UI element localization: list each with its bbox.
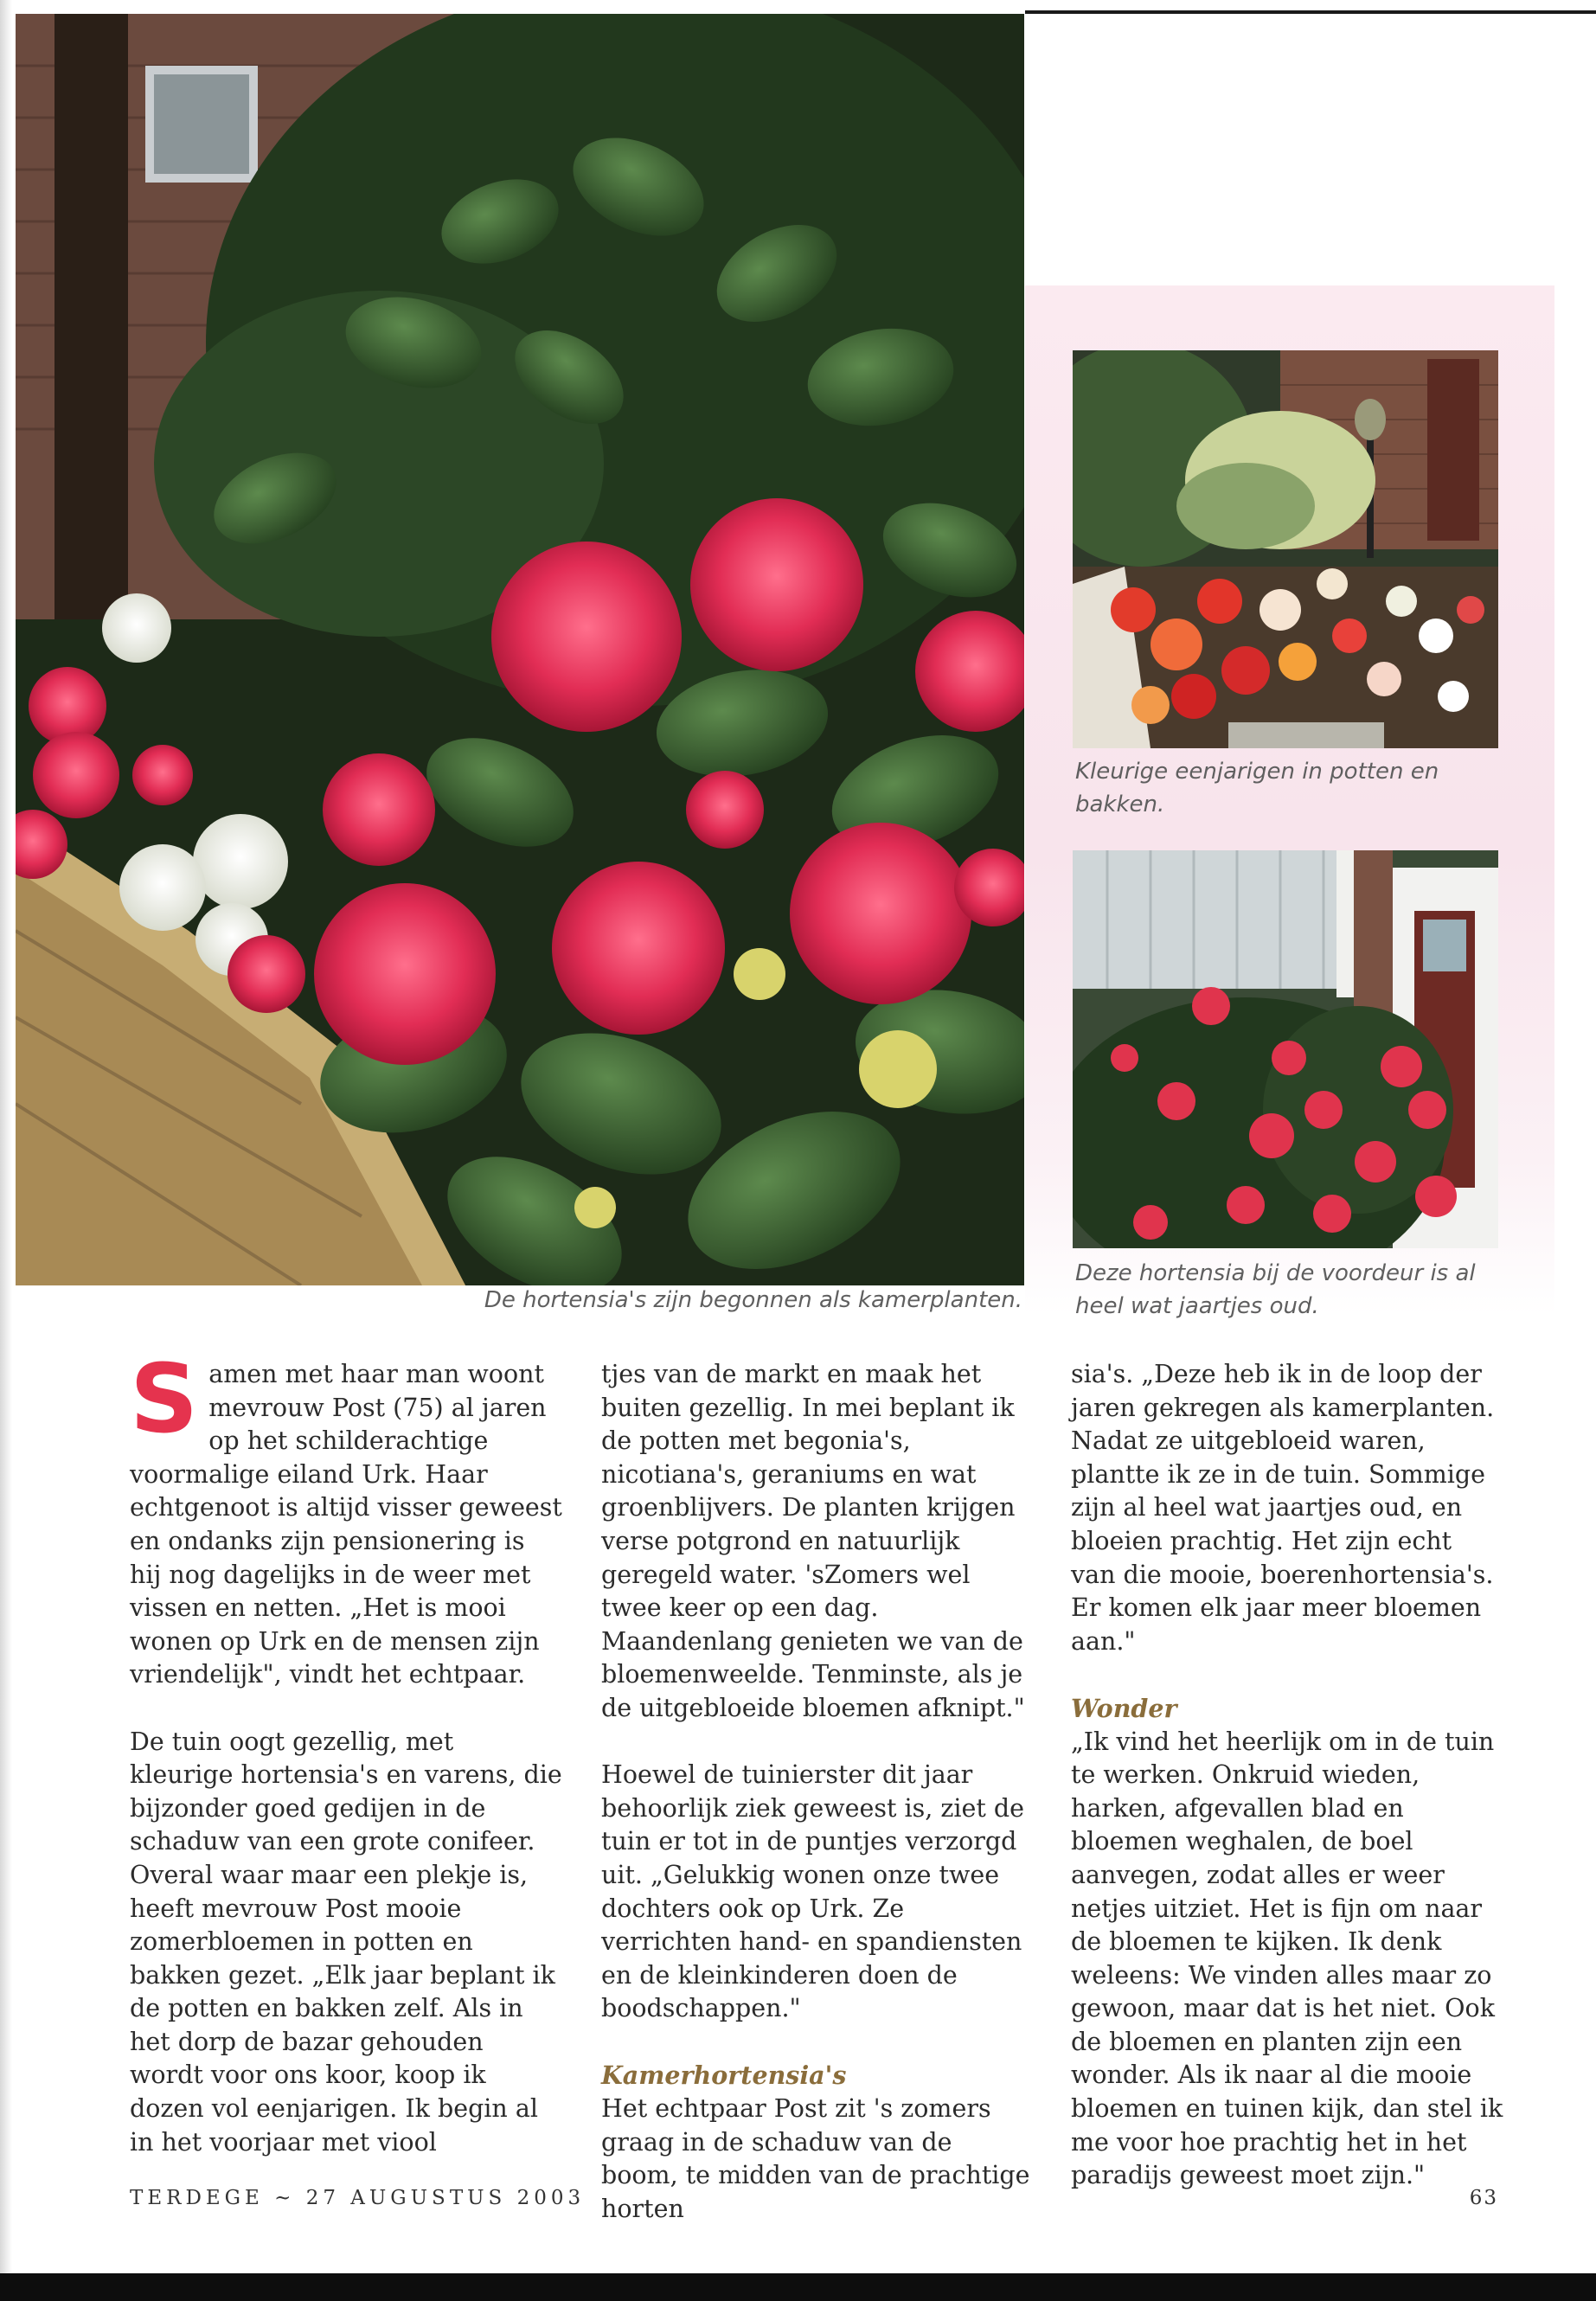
front-door-hydrangea-photo bbox=[1073, 850, 1498, 1248]
article-paragraph-2-col1: De tuin oogt gezellig, met kleurige hortensia's en varens, die bijzonder goed gedijen in de schaduw van een grote conifeer. Overal waar maar een plekje is, heeft mevrouw Post mooie zomerbloemen in potten en bakken gezet. „Elk jaar beplant ik de potten en bakken zelf. Als in het dorp de bazar gehouden wordt voor ons koor, koop ik dozen vol eenjarigen. Ik begin al in het voorjaar met viool bbox=[130, 1727, 562, 2157]
page-number: 63 bbox=[1469, 2187, 1498, 2209]
article-paragraph-1 bbox=[130, 1343, 562, 1692]
hero-caption: De hortensia's zijn begonnen als kamerplanten. bbox=[484, 1287, 1022, 1313]
article-column-1 bbox=[130, 1343, 562, 2159]
article-column-2 bbox=[601, 1358, 1034, 2226]
front-door-caption: Deze hortensia bij de voordeur is al heel wat jaartjes oud. bbox=[1075, 1260, 1476, 1319]
publication-footer: TERDEGE ~ 27 AUGUSTUS 2003 bbox=[130, 2187, 586, 2209]
drop-cap: S bbox=[130, 1343, 199, 1454]
bottom-scan-edge bbox=[0, 2273, 1596, 2301]
article-paragraph-2-col2: tjes van de markt en maak het buiten gezellig. In mei beplant ik de potten met begonia's, nicotiana's, geraniums en wat groenblijvers. De planten krijgen verse potgrond en natuurlijk geregeld water. 'sZomers wel twee keer op een dag. Maandenlang genieten we van de bloemenweelde. Tenminste, als je de uitgebloeide bloemen afknipt." bbox=[601, 1360, 1025, 1722]
article-paragraph-3: Hoewel de tuinierster dit jaar behoorlijk ziek geweest is, ziet de tuin er tot in de puntjes verzorgd uit. „Gelukkig wonen onze twee dochters ook op Urk. Ze verrichten hand- en spandiensten en de kleinkinderen doen de boodschappen." bbox=[601, 1760, 1024, 2023]
top-rule bbox=[1025, 10, 1596, 14]
article-paragraph-1-text: amen met haar man woont mevrouw Post (75) al jaren op het schilderachtige voormalige eiland Urk. Haar echtgenoot is altijd visser geweest en ondanks zijn pensionering is hij nog dagelijks in de weer met vissen en netten. „Het is mooi wonen op Urk en de mensen zijn vriendelijk", vindt het echtpaar. bbox=[130, 1360, 562, 1689]
pots-caption: Kleurige eenjarigen in potten en bakken. bbox=[1075, 759, 1439, 817]
article-column-3 bbox=[1071, 1358, 1503, 2193]
article-paragraph-5: „Ik vind het heerlijk om in de tuin te werken. Onkruid wieden, harken, afgevallen blad en bloemen weghalen, de boel aanvegen, zodat alles er weer netjes uitziet. Het is fijn om naar de bloemen te kijken. Ik denk weleens: We vinden alles maar zo gewoon, maar dat is het niet. Ook de bloemen en planten zijn een wonder. Als ik naar al die mooie bloemen en tuinen kijk, dan stel ik me voor hoe prachtig het in het paradijs geweest moet zijn." bbox=[1071, 1727, 1503, 2190]
subhead-wonder: Wonder bbox=[1071, 1693, 1177, 1723]
article-paragraph-4-col2: Het echtpaar Post zit 's zomers graag in de schaduw van de boom, te midden van de prachtige horten bbox=[601, 2094, 1030, 2223]
article-paragraph-4-col3: sia's. „Deze heb ik in de loop der jaren gekregen als kamerplanten. Nadat ze uitgebloeid waren, plantte ik ze in de tuin. Sommige zijn al heel wat jaartjes oud, en bloeien prachtig. Het zijn echt van die mooie, boerenhortensia's. Er komen elk jaar meer bloemen aan." bbox=[1071, 1360, 1495, 1656]
subhead-kamerhortensias: Kamerhortensia's bbox=[601, 2061, 847, 2091]
hero-hydrangea-photo bbox=[16, 14, 1024, 1285]
potted-annuals-photo bbox=[1073, 350, 1498, 748]
page-edge-shadow bbox=[0, 0, 12, 2301]
